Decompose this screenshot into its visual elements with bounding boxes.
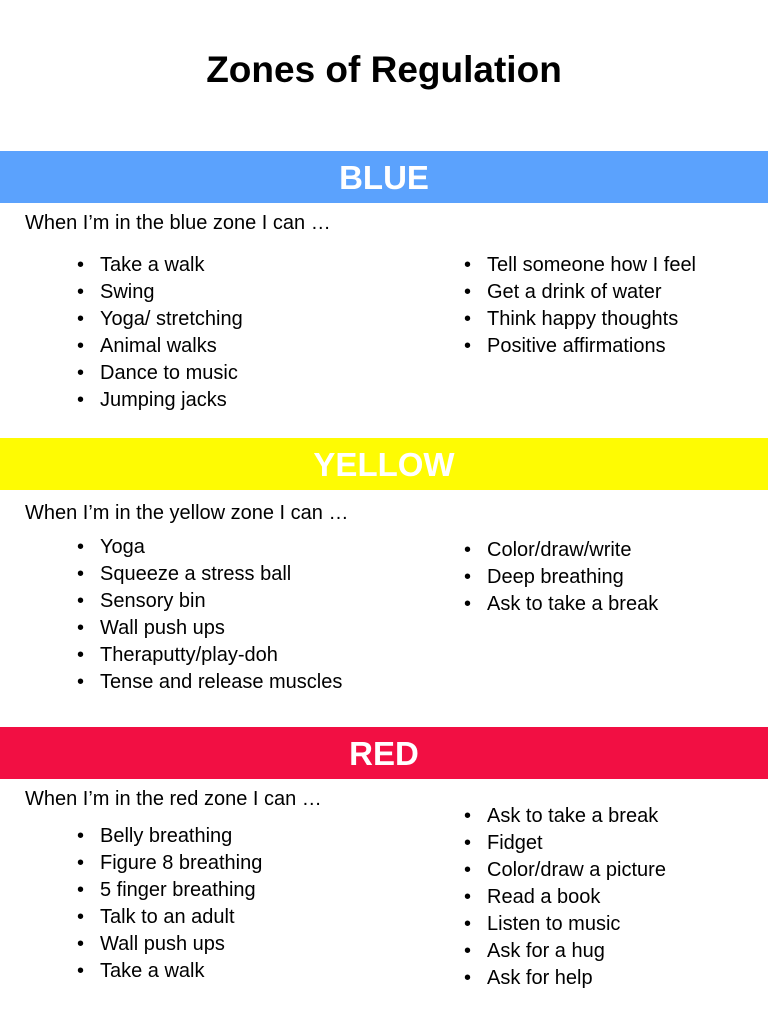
bullet-icon: •: [77, 254, 85, 276]
bullet-icon: •: [77, 671, 85, 693]
list-item-label: Color/draw/write: [487, 539, 632, 561]
list-item: [464, 830, 666, 857]
list-item-label: Wall push ups: [100, 617, 225, 639]
list-item: [77, 642, 342, 669]
list-item-label: Sensory bin: [100, 590, 206, 612]
zone-title: RED: [349, 735, 419, 772]
bullet-icon: •: [464, 859, 472, 881]
list-item: [464, 333, 696, 360]
zone-intro: When I’m in the red zone I can …: [25, 788, 322, 810]
list-item: [77, 588, 342, 615]
bullet-icon: •: [77, 906, 85, 928]
list-item: [464, 911, 666, 938]
list-item: [77, 333, 243, 360]
list-item-label: Think happy thoughts: [487, 308, 679, 330]
bullet-icon: •: [464, 593, 472, 615]
bullet-icon: •: [77, 852, 85, 874]
list-item: [464, 279, 696, 306]
list-item: [77, 958, 262, 985]
bullet-icon: •: [464, 335, 472, 357]
list-item-label: Wall push ups: [100, 933, 225, 955]
bullet-icon: •: [77, 617, 85, 639]
list-item: [77, 850, 262, 877]
list-item-label: Yoga: [100, 536, 145, 558]
bullet-icon: •: [77, 308, 85, 330]
list-item-label: 5 finger breathing: [100, 879, 256, 901]
strategy-list-left: [77, 252, 243, 414]
list-item: [77, 669, 342, 696]
bullet-icon: •: [77, 960, 85, 982]
zone-intro: When I’m in the yellow zone I can …: [25, 502, 349, 524]
page-title: Zones of Regulation: [206, 49, 562, 90]
zone-intro: When I’m in the blue zone I can …: [25, 212, 331, 234]
bullet-icon: •: [464, 254, 472, 276]
bullet-icon: •: [77, 389, 85, 411]
zone-title: BLUE: [339, 159, 429, 196]
list-item-label: Talk to an adult: [100, 906, 235, 928]
bullet-icon: •: [464, 886, 472, 908]
list-item-label: Belly breathing: [100, 825, 233, 847]
list-item: [464, 965, 666, 992]
bullet-icon: •: [464, 940, 472, 962]
list-item: [77, 279, 243, 306]
list-item-label: Positive affirmations: [487, 335, 666, 357]
list-item: [464, 306, 696, 333]
list-item: [77, 252, 243, 279]
bullet-icon: •: [77, 281, 85, 303]
list-item: [77, 387, 243, 414]
bullet-icon: •: [77, 590, 85, 612]
list-item-label: Take a walk: [100, 960, 205, 982]
strategy-list-right: [464, 252, 696, 360]
list-item-label: Ask to take a break: [487, 805, 659, 827]
zone-header-red: [0, 727, 768, 779]
list-item: [77, 931, 262, 958]
bullet-icon: •: [77, 362, 85, 384]
list-item: [464, 537, 658, 564]
strategy-list-left: [77, 823, 262, 985]
list-item: [77, 904, 262, 931]
zone-header-blue: [0, 151, 768, 203]
zone-title: YELLOW: [313, 446, 455, 483]
bullet-icon: •: [464, 566, 472, 588]
list-item: [464, 938, 666, 965]
list-item: [464, 564, 658, 591]
list-item: [77, 823, 262, 850]
list-item: [464, 884, 666, 911]
bullet-icon: •: [77, 933, 85, 955]
list-item-label: Ask to take a break: [487, 593, 659, 615]
list-item-label: Jumping jacks: [100, 389, 227, 411]
list-item: [464, 591, 658, 618]
list-item-label: Yoga/ stretching: [100, 308, 243, 330]
list-item-label: Swing: [100, 281, 155, 303]
bullet-icon: •: [77, 879, 85, 901]
bullet-icon: •: [77, 563, 85, 585]
list-item-label: Ask for a hug: [487, 940, 605, 962]
list-item-label: Animal walks: [100, 335, 217, 357]
list-item: [77, 306, 243, 333]
list-item-label: Read a book: [487, 886, 601, 908]
list-item-label: Ask for help: [487, 967, 593, 989]
list-item: [77, 561, 342, 588]
list-item-label: Color/draw a picture: [487, 859, 666, 881]
list-item: [464, 252, 696, 279]
bullet-icon: •: [77, 825, 85, 847]
bullet-icon: •: [464, 832, 472, 854]
list-item: [77, 534, 342, 561]
strategy-list-right: [464, 803, 666, 992]
bullet-icon: •: [464, 913, 472, 935]
list-item-label: Take a walk: [100, 254, 205, 276]
bullet-icon: •: [464, 539, 472, 561]
bullet-icon: •: [464, 967, 472, 989]
bullet-icon: •: [77, 644, 85, 666]
list-item-label: Get a drink of water: [487, 281, 662, 303]
list-item-label: Fidget: [487, 832, 543, 854]
list-item: [464, 857, 666, 884]
bullet-icon: •: [464, 281, 472, 303]
list-item-label: Squeeze a stress ball: [100, 563, 292, 585]
list-item-label: Tense and release muscles: [100, 671, 343, 693]
bullet-icon: •: [464, 805, 472, 827]
bullet-icon: •: [464, 308, 472, 330]
strategy-list-right: [464, 537, 658, 618]
list-item-label: Tell someone how I feel: [487, 254, 697, 276]
list-item-label: Figure 8 breathing: [100, 852, 263, 874]
zone-header-yellow: [0, 438, 768, 490]
bullet-icon: •: [77, 335, 85, 357]
strategy-list-left: [77, 534, 342, 696]
list-item: [77, 360, 243, 387]
list-item-label: Listen to music: [487, 913, 621, 935]
list-item: [77, 615, 342, 642]
list-item: [464, 803, 666, 830]
list-item-label: Dance to music: [100, 362, 238, 384]
list-item: [77, 877, 262, 904]
list-item-label: Theraputty/play-doh: [100, 644, 278, 666]
bullet-icon: •: [77, 536, 85, 558]
list-item-label: Deep breathing: [487, 566, 624, 588]
